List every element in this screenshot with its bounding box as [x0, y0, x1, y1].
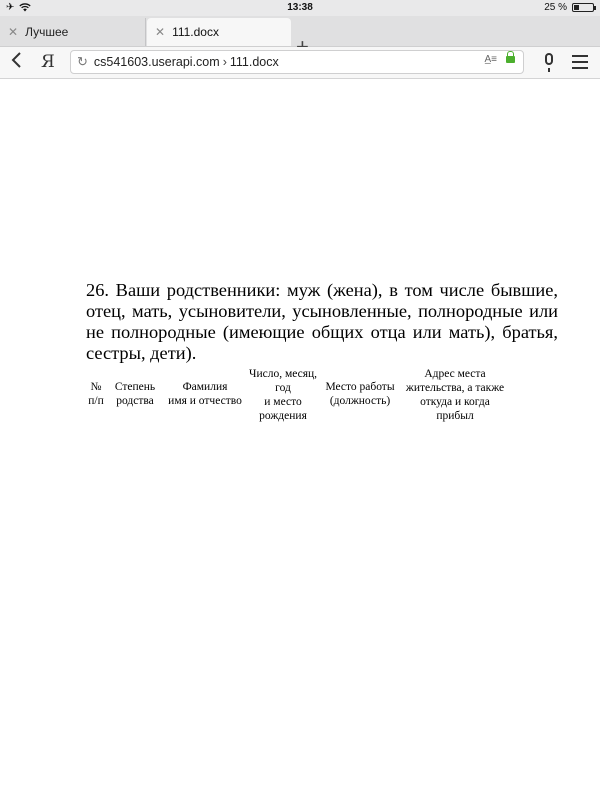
status-bar	[0, 0, 600, 16]
url-host: cs541603.userapi.com	[93, 55, 220, 69]
reader-mode-icon[interactable]: A̲≡	[484, 54, 497, 65]
address-bar[interactable]	[70, 50, 524, 74]
back-button[interactable]	[10, 51, 22, 75]
header-birth-date-place: Число, месяц, год и место рождения	[248, 368, 318, 422]
document-viewer	[0, 79, 600, 800]
yandex-logo[interactable]: Я	[41, 52, 55, 72]
header-full-name: Фамилия имя и отчество	[168, 381, 242, 407]
close-icon[interactable]: ✕	[8, 25, 19, 39]
header-workplace: Место работы (должность)	[325, 381, 395, 407]
battery-icon	[572, 3, 594, 12]
status-icons-right	[544, 2, 594, 13]
url-separator: ›	[222, 55, 227, 69]
battery-percent: 25 %	[544, 2, 567, 13]
tab-document[interactable]	[147, 18, 291, 46]
battery-fill	[574, 5, 579, 10]
header-relation: Степень родства	[114, 381, 156, 407]
header-address: Адрес места жительства, а также откуда и когда прибыл	[405, 368, 505, 422]
clock: 13:38	[287, 2, 313, 13]
close-icon[interactable]: ✕	[155, 25, 166, 39]
reload-icon[interactable]: ↻	[77, 54, 88, 69]
tab-best[interactable]	[0, 18, 146, 46]
chevron-left-icon	[10, 51, 22, 69]
tab-bar	[0, 16, 600, 47]
airplane-icon: ✈	[6, 2, 15, 13]
tab-label: Лучшее	[25, 25, 69, 39]
browser-toolbar	[0, 47, 600, 79]
question-paragraph: 26. Ваши родственники: муж (жена), в том числе бывшие, отец, мать, усыновители, усыновленные, полнородные или не полнородные (имеющие общих отца или мать), братья, сестры, дети).	[86, 280, 558, 363]
menu-icon[interactable]	[572, 55, 588, 73]
microphone-icon[interactable]	[545, 53, 553, 65]
lock-icon[interactable]	[506, 56, 515, 63]
tab-label: 111.docx	[172, 25, 219, 39]
url-path: 111.docx	[229, 55, 279, 69]
header-number: № п/п	[88, 381, 104, 407]
